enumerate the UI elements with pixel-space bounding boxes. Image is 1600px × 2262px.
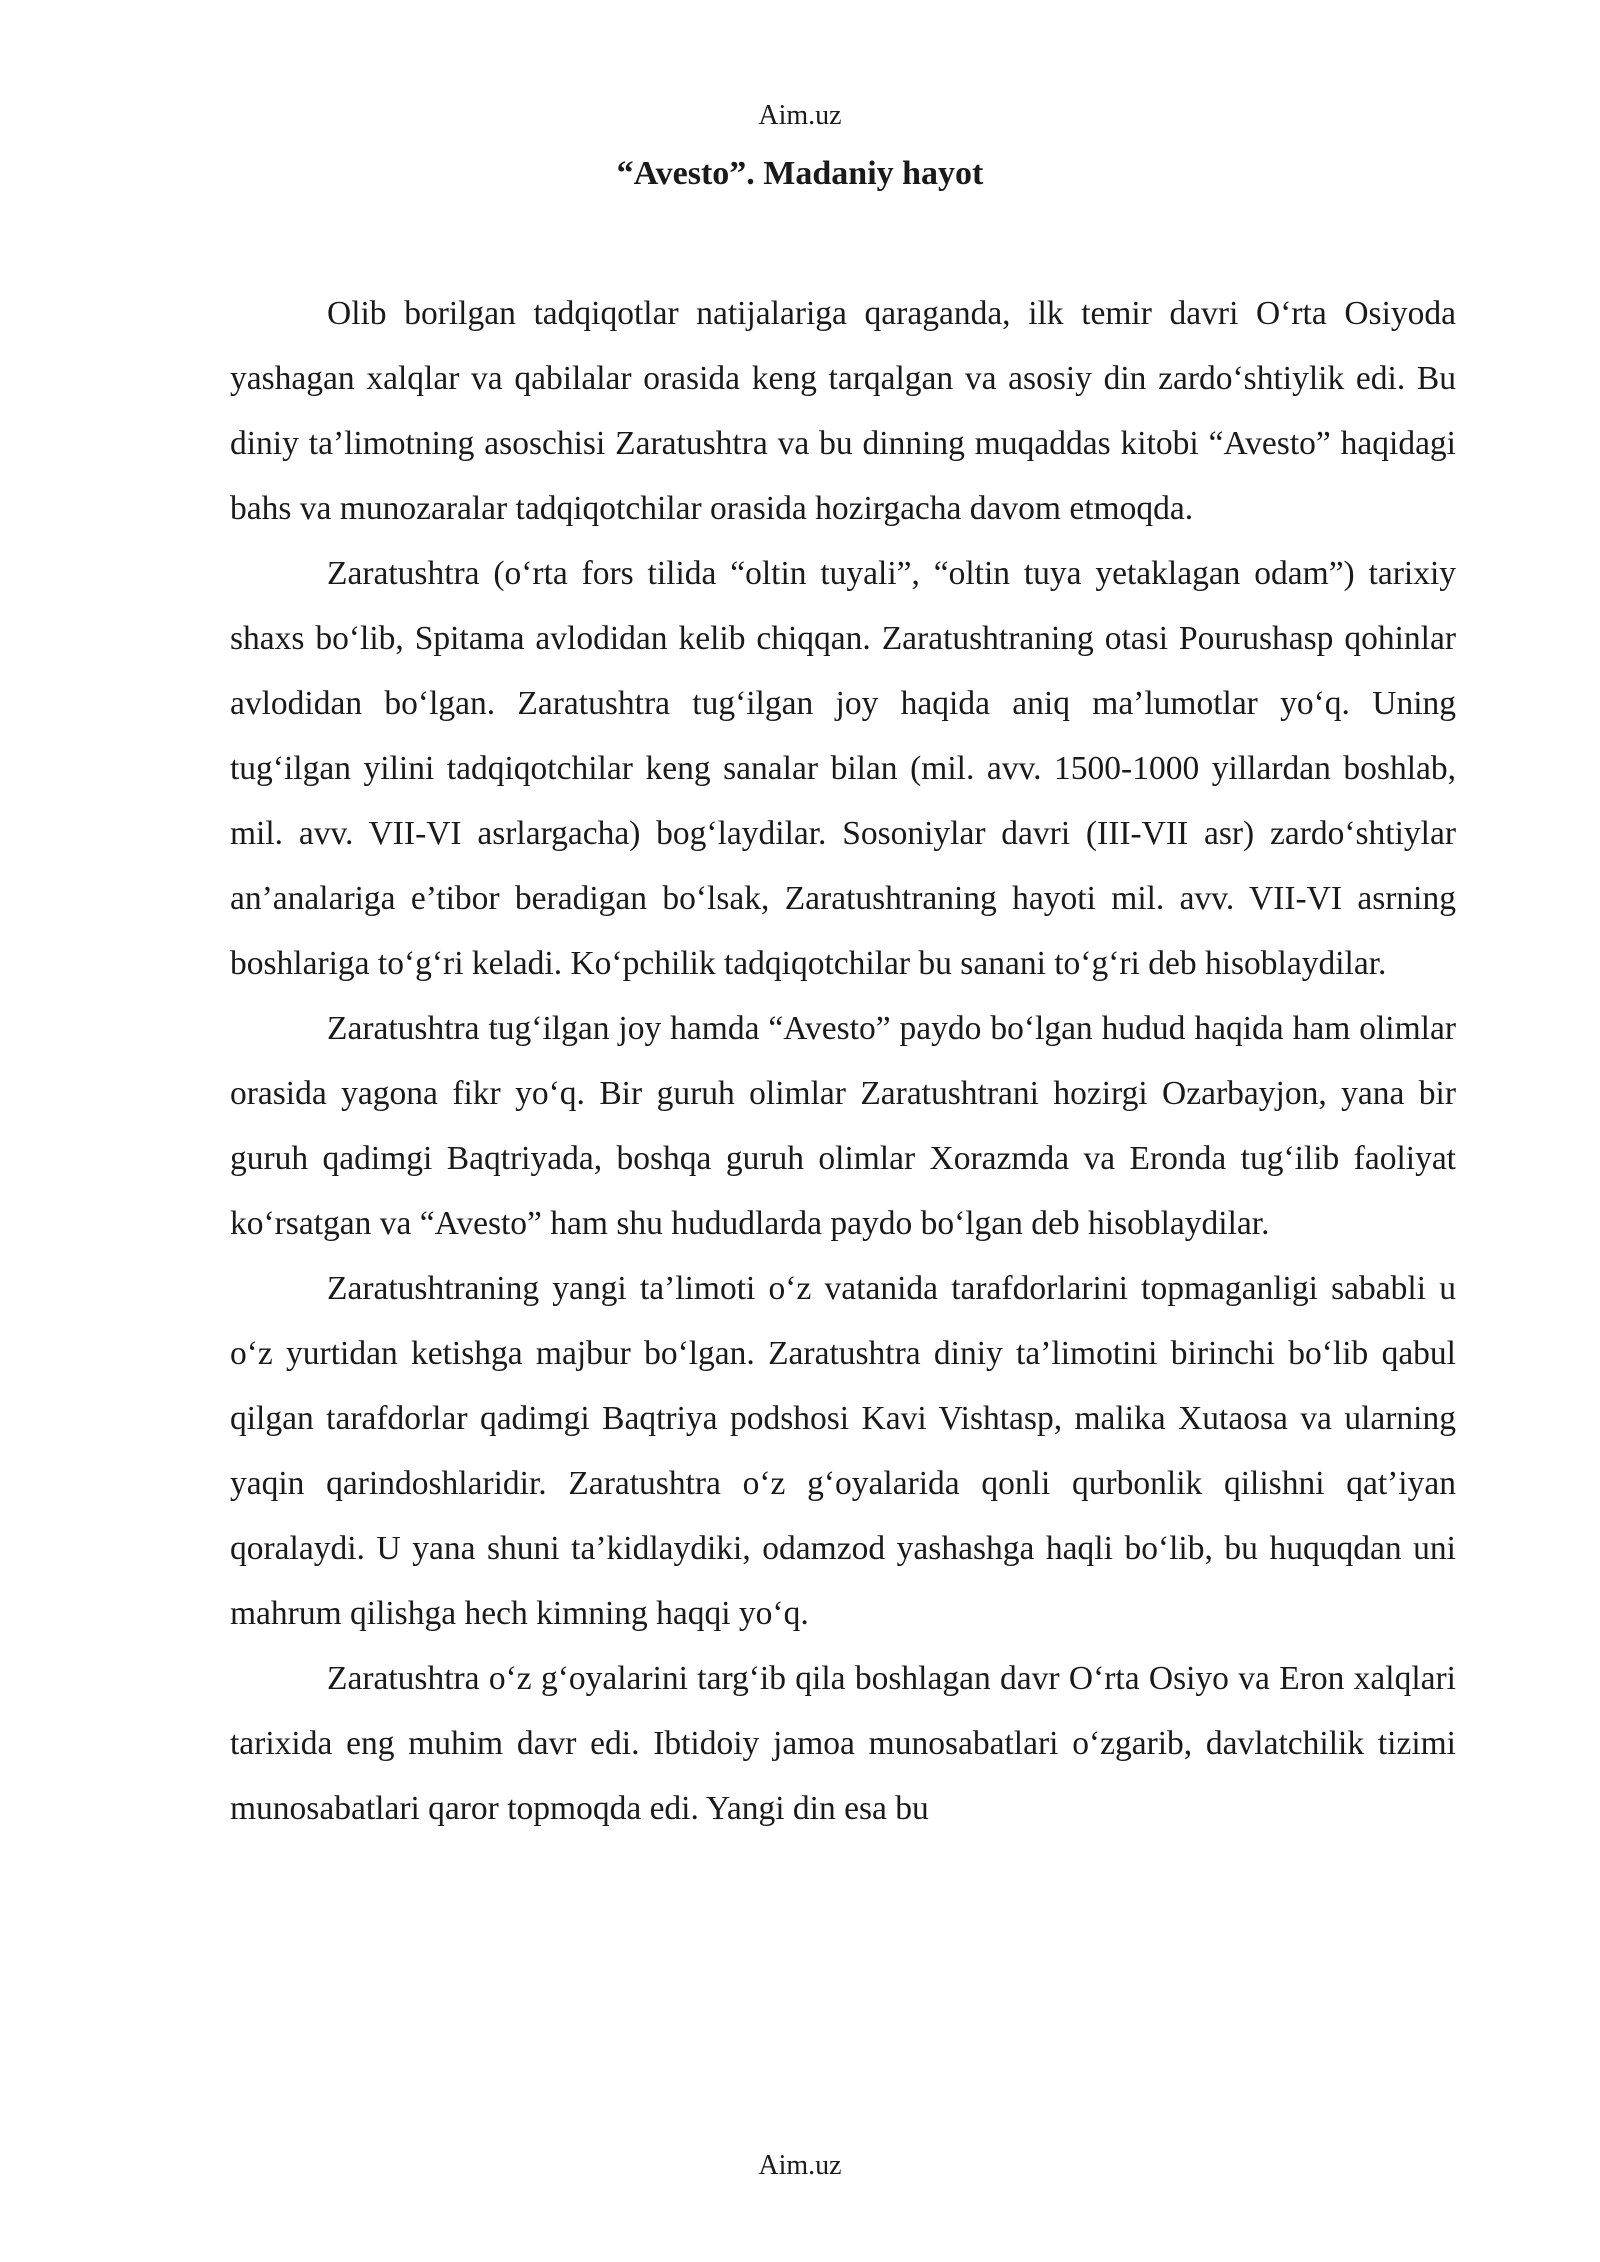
page-header-site-name: Aim.uz (758, 100, 842, 131)
paragraph-2: Zaratushtra (o‘rta fors tilida “oltin tuyali”, “oltin tuya yetaklagan odam”) tarixiy shaxs bo‘lib, Spitama avlodidan kelib chiqqan. Zaratushtraning otasi Pourushasp qohinlar avlodidan bo‘lgan. Zaratushtra tug‘ilgan joy haqida aniq ma’lumotlar yo‘q. Uning tug‘ilgan yilini tadqiqotchilar keng sanalar bilan (mil. avv. 1500-1000 yillardan boshlab, mil. avv. VII-VI asrlargacha) bog‘laydilar. Sosoniylar davri (III-VII asr) zardo‘shtiylar an’analariga e’tibor beradigan bo‘lsak, Zaratushtraning hayoti mil. avv. VII-VI asrning boshlariga to‘g‘ri keladi. Ko‘pchilik tadqiqotchilar bu sanani to‘g‘ri deb hisoblaydilar. (230, 555, 1456, 982)
paragraph-3: Zaratushtra tug‘ilgan joy hamda “Avesto” paydo bo‘lgan hudud haqida ham olimlar orasida yagona fikr yo‘q. Bir guruh olimlar Zaratushtrani hozirgi Ozarbayjon, yana bir guruh qadimgi Baqtriyada, boshqa guruh olimlar Xorazmda va Eronda tug‘ilib faoliyat ko‘rsatgan va “Avesto” ham shu hududlarda paydo bo‘lgan deb hisoblaydilar. (230, 1010, 1456, 1242)
paragraph-4: Zaratushtraning yangi ta’limoti o‘z vatanida tarafdorlarini topmaganligi sababli u o‘z yurtidan ketishga majbur bo‘lgan. Zaratushtra diniy ta’limotini birinchi bo‘lib qabul qilgan tarafdorlar qadimgi Baqtriya podshosi Kavi Vishtasp, malika Xutaosa va ularning yaqin qarindoshlaridir. Zaratushtra o‘z g‘oyalarida qonli qurbonlik qilishni qat’iyan qoralaydi. U yana shuni ta’kidlaydiki, odamzod yashashga haqli bo‘lib, bu huquqdan uni mahrum qilishga hech kimning haqqi yo‘q. (230, 1270, 1456, 1632)
paragraph-1: Olib borilgan tadqiqotlar natijalariga qaraganda, ilk temir davri O‘rta Osiyoda yashagan xalqlar va qabilalar orasida keng tarqalgan va asosiy din zardo‘shtiylik edi. Bu diniy ta’limotning asoschisi Zaratushtra va bu dinning muqaddas kitobi “Avesto” haqidagi bahs va munozaralar tadqiqotchilar orasida hozirgacha davom etmoqda. (230, 295, 1456, 527)
page-footer-site-name: Aim.uz (758, 2150, 842, 2181)
page-title: “Avesto”. Madaniy hayot (616, 155, 984, 192)
document-body (230, 281, 1456, 1841)
paragraph-5: Zaratushtra o‘z g‘oyalarini targ‘ib qila boshlagan davr O‘rta Osiyo va Eron xalqlari tarixida eng muhim davr edi. Ibtidoiy jamoa munosabatlari o‘zgarib, davlatchilik tizimi munosabatlari qaror topmoqda edi. Yangi din esa bu (230, 1660, 1456, 1827)
